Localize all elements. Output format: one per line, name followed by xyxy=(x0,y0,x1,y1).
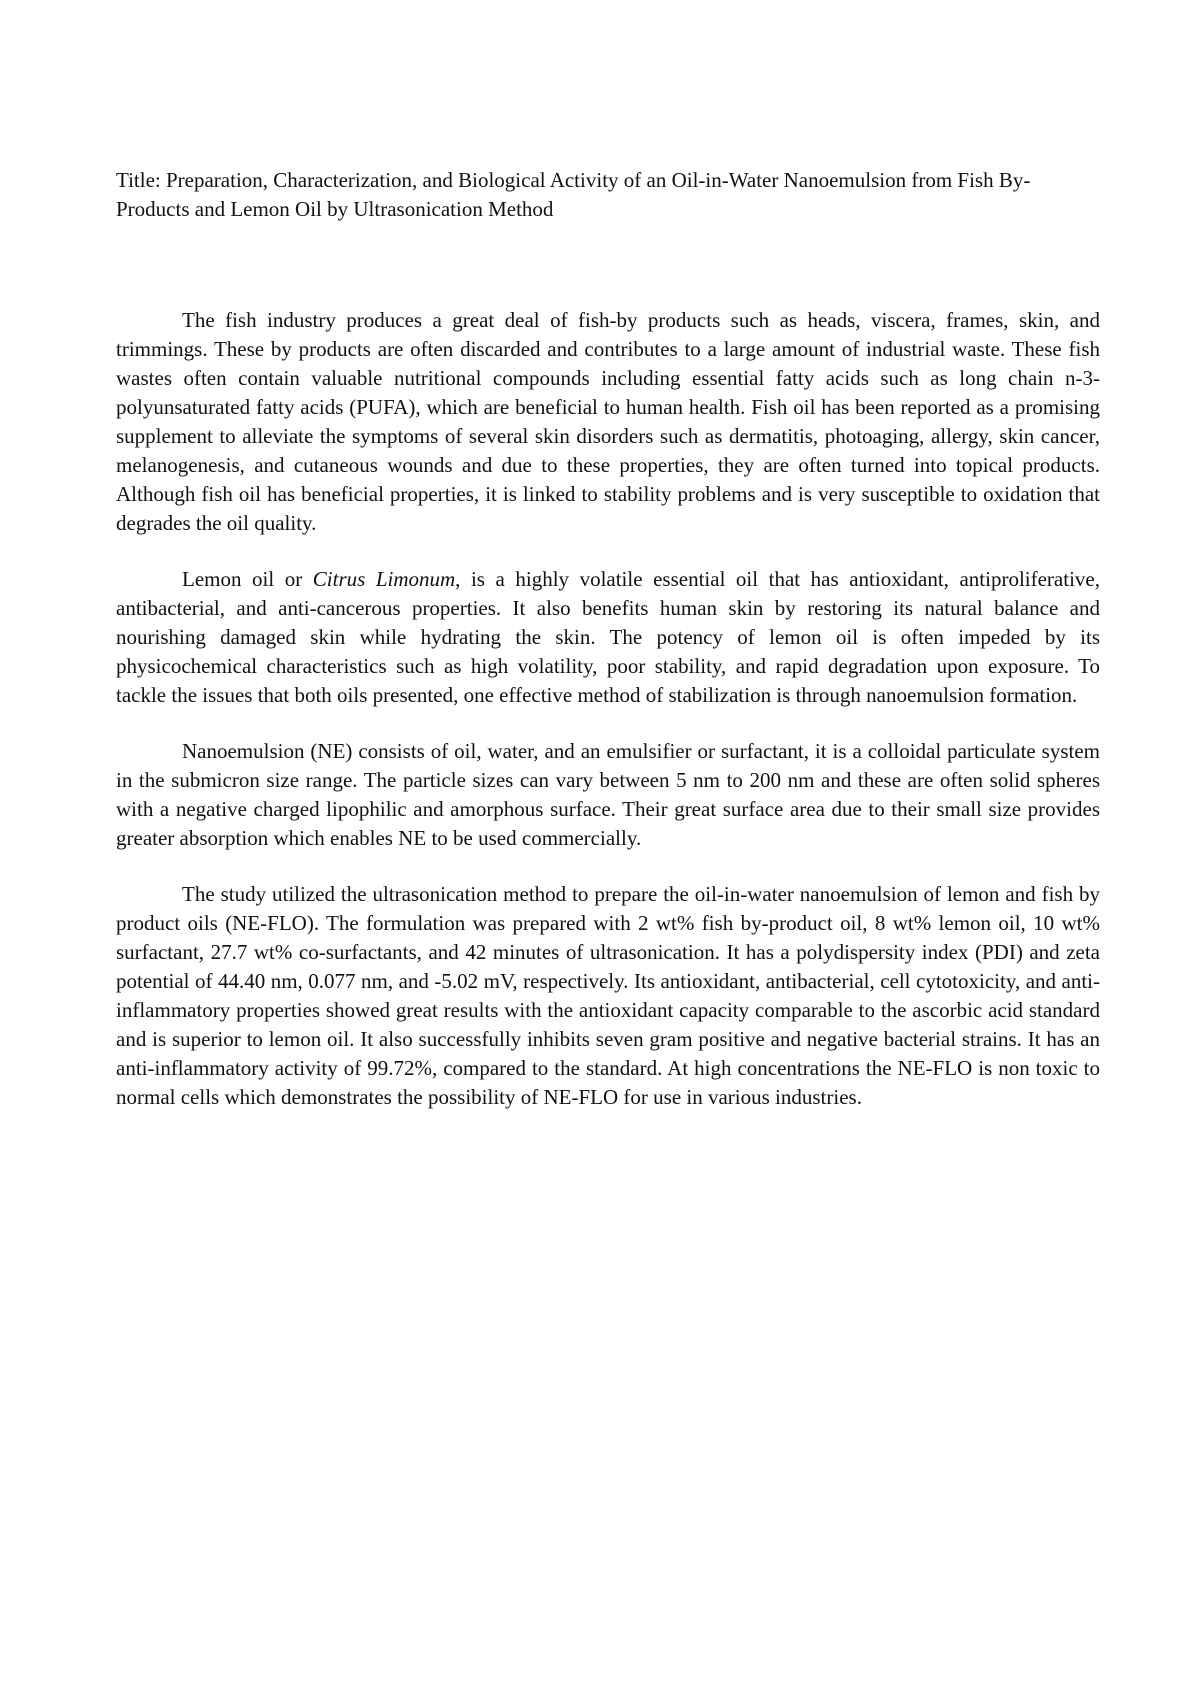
document-title: Title: Preparation, Characterization, and Biological Activity of an Oil-in-Water Nanoemulsion from Fish By-Products and Lemon Oil by Ultrasonication Method xyxy=(116,168,1031,221)
paragraph-lemon-oil xyxy=(116,565,1100,710)
paragraph-study-results: The study utilized the ultrasonication method to prepare the oil-in-water nanoemulsion of lemon and fish by product oils (NE-FLO). The formulation was prepared with 2 wt% fish by-product oil, 8 wt% lemon oil, 10 wt% surfactant, 27.7 wt% co-surfactants, and 42 minutes of ultrasonication. It has a polydispersity index (PDI) and zeta potential of 44.40 nm, 0.077 nm, and -5.02 mV, respectively. Its antioxidant, antibacterial, cell cytotoxicity, and anti-inflammatory properties showed great results with the antioxidant capacity comparable to the ascorbic acid standard and is superior to lemon oil. It also successfully inhibits seven gram positive and negative bacterial strains. It has an anti-inflammatory activity of 99.72%, compared to the standard. At high concentrations the NE-FLO is non toxic to normal cells which demonstrates the possibility of NE-FLO for use in various industries. xyxy=(116,882,1100,1109)
document-body xyxy=(116,306,1100,1112)
citrus-limonum-italic: Citrus Limonum xyxy=(312,567,456,591)
paragraph-nanoemulsion: Nanoemulsion (NE) consists of oil, water, and an emulsifier or surfactant, it is a colloidal particulate system in the submicron size range. The particle sizes can vary between 5 nm to 200 nm and these are often solid spheres with a negative charged lipophilic and amorphous surface. Their great surface area due to their small size provides greater absorption which enables NE to be used commercially. xyxy=(116,739,1100,850)
paragraph-lemon-oil-suffix: , is a highly volatile essential oil that has antioxidant, antiproliferative, antibacterial, and anti-cancerous properties. It also benefits human skin by restoring its natural balance and nourishing damaged skin while hydrating the skin. The potency of lemon oil is often impeded by its physicochemical characteristics such as high volatility, poor stability, and rapid degradation upon exposure. To tackle the issues that both oils presented, one effective method of stabilization is through nanoemulsion formation. xyxy=(116,567,1100,707)
paragraph-lemon-oil-prefix: Lemon oil or xyxy=(182,567,313,591)
document-content xyxy=(116,166,1100,1139)
paragraph-fish-industry: The fish industry produces a great deal of fish-by products such as heads, viscera, frames, skin, and trimmings. These by products are often discarded and contributes to a large amount of industrial waste. These fish wastes often contain valuable nutritional compounds including essential fatty acids such as long chain n-3- polyunsaturated fatty acids (PUFA), which are beneficial to human health. Fish oil has been reported as a promising supplement to alleviate the symptoms of several skin disorders such as dermatitis, photoaging, allergy, skin cancer, melanogenesis, and cutaneous wounds and due to these properties, they are often turned into topical products. Although fish oil has beneficial properties, it is linked to stability problems and is very susceptible to oxidation that degrades the oil quality. xyxy=(116,308,1100,535)
